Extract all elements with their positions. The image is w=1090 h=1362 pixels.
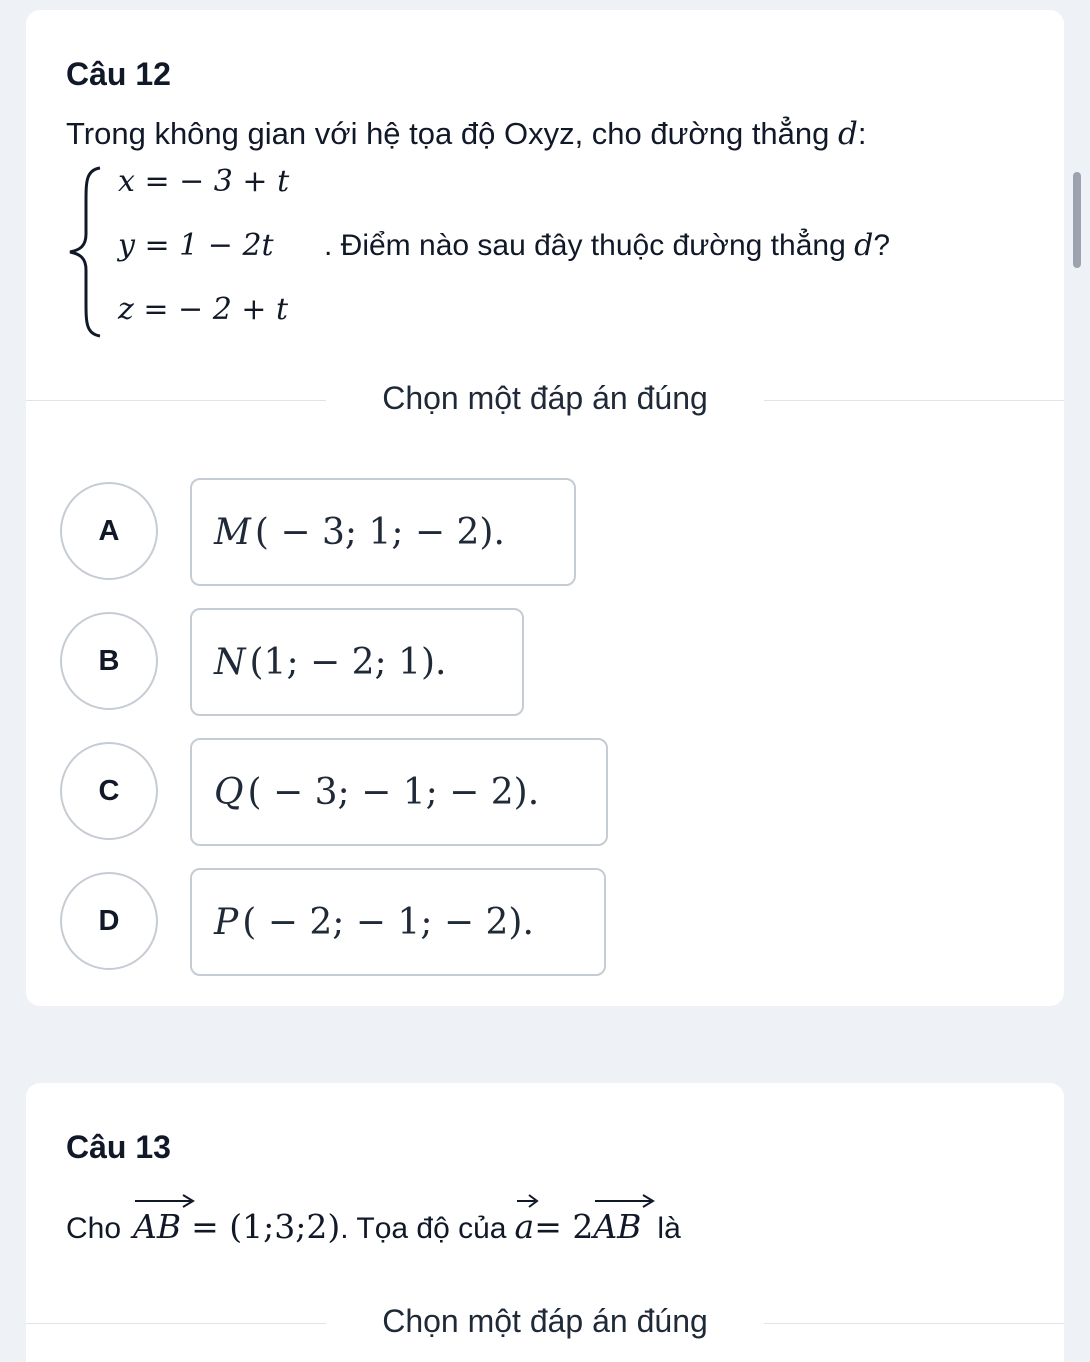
question-12-card	[26, 10, 1064, 1006]
vector-ab-value: = (1;3;2)	[191, 1207, 341, 1246]
prompt-variable: d	[838, 116, 858, 152]
option-a-point-name: M	[214, 511, 251, 553]
vector-ab-2	[593, 1207, 641, 1246]
option-d-point-name: P	[214, 901, 239, 943]
option-c-letter-button[interactable]: C	[60, 742, 158, 840]
equation-system	[66, 162, 366, 342]
vector-arrow-icon	[515, 1193, 541, 1209]
option-d[interactable]	[60, 868, 660, 978]
option-b-answer-box[interactable]	[190, 608, 524, 716]
option-c[interactable]	[60, 738, 660, 848]
coefficient: = 2	[534, 1207, 594, 1246]
choose-label: Chọn một đáp án đúng	[382, 380, 708, 416]
prompt-text: Trong không gian với hệ tọa độ Oxyz, cho đường thẳng	[66, 116, 830, 151]
vector-ab-label: AB	[133, 1207, 182, 1246]
prompt-prefix: Cho	[66, 1212, 122, 1245]
option-d-letter-button[interactable]: D	[60, 872, 158, 970]
option-b-letter-button[interactable]: B	[60, 612, 158, 710]
option-a-letter-button[interactable]: A	[60, 482, 158, 580]
scrollbar[interactable]	[1073, 172, 1081, 268]
option-d-answer-box[interactable]	[190, 868, 606, 976]
question-prompt	[66, 116, 867, 152]
divider-line-right	[764, 1323, 1064, 1324]
choose-divider	[26, 380, 1064, 420]
brace-icon	[66, 162, 106, 342]
question-prompt	[66, 1207, 681, 1246]
followup-text: . Điểm nào sau đây thuộc đường thẳng	[324, 229, 846, 262]
prompt-middle: . Tọa độ của	[340, 1212, 507, 1245]
question-title: Câu 13	[66, 1129, 171, 1165]
option-c-point-name: Q	[214, 771, 244, 813]
vector-arrow-icon	[133, 1193, 197, 1209]
question-followup	[324, 228, 890, 263]
prompt-colon: :	[857, 116, 867, 151]
divider-line-right	[764, 400, 1064, 401]
choose-divider	[26, 1303, 1064, 1343]
question-title: Câu 12	[66, 56, 171, 92]
vector-ab	[133, 1207, 181, 1246]
option-c-answer-box[interactable]	[190, 738, 608, 846]
option-a-coords: ( − 3; 1; − 2).	[254, 511, 505, 553]
question-13-card	[26, 1083, 1064, 1362]
choose-label: Chọn một đáp án đúng	[382, 1303, 708, 1339]
vector-ab-2-label: AB	[593, 1207, 642, 1246]
followup-variable: d	[854, 228, 874, 263]
equation-x: x = − 3 + t	[118, 164, 290, 199]
vector-a-label: a	[514, 1207, 535, 1246]
option-b-point-name: N	[214, 641, 246, 683]
equation-y: y = 1 − 2t	[118, 228, 274, 263]
followup-qmark: ?	[873, 229, 890, 262]
option-b-coords: (1; − 2; 1).	[249, 641, 447, 683]
prompt-suffix: là	[657, 1212, 681, 1245]
option-c-coords: ( − 3; − 1; − 2).	[247, 771, 540, 813]
option-a-answer-box[interactable]	[190, 478, 576, 586]
vector-arrow-icon	[593, 1193, 657, 1209]
option-b[interactable]	[60, 608, 660, 718]
option-d-coords: ( − 2; − 1; − 2).	[242, 901, 534, 943]
option-a[interactable]	[60, 478, 660, 588]
equation-z: z = − 2 + t	[118, 292, 289, 327]
vector-a	[515, 1207, 535, 1246]
